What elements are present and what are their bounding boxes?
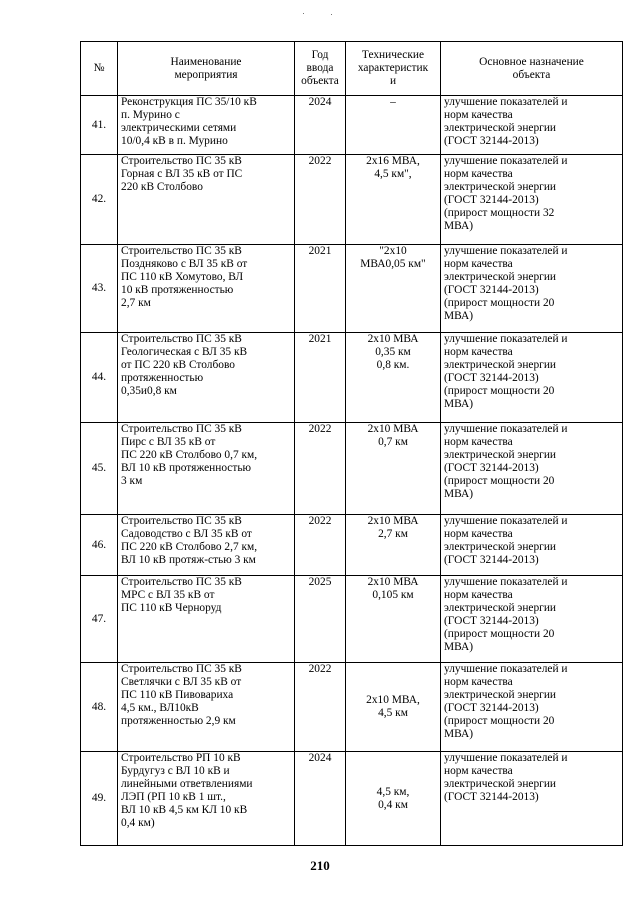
header-purpose: Основное назначение объекта <box>441 42 623 96</box>
row-number: 49. <box>81 752 118 846</box>
tech-line: – <box>390 96 396 108</box>
row-number: 43. <box>81 245 118 333</box>
purpose-line: (прирост мощности 20 <box>444 475 555 487</box>
name-line: электрическими сетями <box>121 122 237 134</box>
name-line: 4,5 км., ВЛ10кВ <box>121 702 199 714</box>
purpose-line: улучшение показателей и <box>444 423 568 435</box>
scan-speck <box>331 14 332 15</box>
purpose-line: МВА) <box>444 488 474 500</box>
purpose-line: (прирост мощности 20 <box>444 297 555 309</box>
row-number: 47. <box>81 576 118 663</box>
purpose-line: электрической энергии <box>444 541 557 553</box>
technical-characteristics <box>346 423 441 515</box>
name-line: Строительство ПС 35 кВ <box>121 245 242 257</box>
main-purpose <box>441 333 623 423</box>
main-purpose <box>441 663 623 752</box>
commission-year: 2024 <box>295 752 346 846</box>
technical-characteristics <box>346 576 441 663</box>
name-line: ПС 110 кВ Хомутово, ВЛ <box>121 271 244 283</box>
name-line: ЛЭП (РП 10 кВ 1 шт., <box>121 791 226 803</box>
name-line: Строительство ПС 35 кВ <box>121 333 242 345</box>
purpose-line: улучшение показателей и <box>444 663 568 675</box>
name-line: МРС с ВЛ 35 кВ от <box>121 589 215 601</box>
header-year: Год ввода объекта <box>295 42 346 96</box>
table-row <box>81 663 623 752</box>
commission-year: 2022 <box>295 423 346 515</box>
purpose-line: (прирост мощности 20 <box>444 385 555 397</box>
scan-speck <box>303 13 304 14</box>
row-number: 45. <box>81 423 118 515</box>
purpose-line: норм качества <box>444 436 513 448</box>
purpose-line: норм качества <box>444 258 513 270</box>
commission-year: 2024 <box>295 96 346 155</box>
table-row <box>81 333 623 423</box>
name-line: Реконструкция ПС 35/10 кВ <box>121 96 257 108</box>
technical-characteristics <box>346 96 441 155</box>
page-number: 210 <box>310 858 330 873</box>
name-line: Садоводство с ВЛ 35 кВ от <box>121 528 252 540</box>
name-line: Поздняково с ВЛ 35 кВ от <box>121 258 248 270</box>
purpose-line: электрической энергии <box>444 122 557 134</box>
measure-name <box>118 663 295 752</box>
purpose-line: (ГОСТ 32144-2013) <box>444 135 539 147</box>
name-line: ПС 220 кВ Столбово 0,7 км, <box>121 449 258 461</box>
purpose-line: электрической энергии <box>444 689 557 701</box>
technical-characteristics <box>346 333 441 423</box>
purpose-line: норм качества <box>444 589 513 601</box>
tech-line: 0,4 км <box>378 798 408 811</box>
tech-line: 4,5 км, <box>376 785 410 798</box>
measure-name <box>118 245 295 333</box>
purpose-line: МВА) <box>444 728 474 740</box>
table-row <box>81 245 623 333</box>
purpose-line: (прирост мощности 32 <box>444 207 555 219</box>
technical-characteristics <box>346 155 441 245</box>
name-line: ПС 110 кВ Черноруд <box>121 602 222 614</box>
measure-name <box>118 155 295 245</box>
purpose-line: МВА) <box>444 310 474 322</box>
purpose-line: МВА) <box>444 398 474 410</box>
name-line: протяженностью <box>121 372 204 384</box>
tech-line: 4,5 км <box>378 707 408 719</box>
name-line: ВЛ 10 кВ протяж-стью 3 км <box>121 554 256 566</box>
purpose-line: электрической энергии <box>444 271 557 283</box>
main-purpose <box>441 752 623 846</box>
main-purpose <box>441 155 623 245</box>
name-line: 3 км <box>121 475 143 487</box>
name-line: Строительство ПС 35 кВ <box>121 423 242 435</box>
tech-line: "2х10 <box>379 245 407 257</box>
tech-line: 2х10 МВА <box>367 423 419 435</box>
purpose-line: электрической энергии <box>444 359 557 371</box>
name-line: 0,35и0,8 км <box>121 385 177 397</box>
name-line: 2,7 км <box>121 297 151 309</box>
name-line: 220 кВ Столбово <box>121 181 203 193</box>
purpose-line: электрической энергии <box>444 181 557 193</box>
purpose-line: электрической энергии <box>444 449 557 461</box>
purpose-line: улучшение показателей и <box>444 245 568 257</box>
purpose-line: улучшение показателей и <box>444 752 568 764</box>
commission-year: 2022 <box>295 155 346 245</box>
main-purpose <box>441 423 623 515</box>
table-row <box>81 515 623 576</box>
purpose-line: норм качества <box>444 528 513 540</box>
purpose-line: (ГОСТ 32144-2013) <box>444 194 539 206</box>
name-line: Светлячки с ВЛ 35 кВ от <box>121 676 242 688</box>
commission-year: 2022 <box>295 515 346 576</box>
name-line: ПС 110 кВ Пивовариха <box>121 689 234 701</box>
measure-name <box>118 333 295 423</box>
purpose-line: (ГОСТ 32144-2013) <box>444 462 539 474</box>
name-line: ПС 220 кВ Столбово 2,7 км, <box>121 541 258 553</box>
name-line: п. Мурино с <box>121 109 180 121</box>
name-line: ВЛ 10 кВ 4,5 км КЛ 10 кВ <box>121 804 248 816</box>
main-purpose <box>441 515 623 576</box>
row-number: 44. <box>81 333 118 423</box>
row-number: 48. <box>81 663 118 752</box>
purpose-line: улучшение показателей и <box>444 515 568 527</box>
purpose-line: электрической энергии <box>444 602 557 614</box>
purpose-line: (ГОСТ 32144-2013) <box>444 554 539 566</box>
purpose-line: (прирост мощности 20 <box>444 628 555 640</box>
technical-characteristics <box>346 515 441 576</box>
name-line: Геологическая с ВЛ 35 кВ <box>121 346 248 358</box>
table-header-row <box>81 42 623 96</box>
name-line: Строительство ПС 35 кВ <box>121 663 242 675</box>
table-row <box>81 155 623 245</box>
main-purpose <box>441 576 623 663</box>
tech-line: 0,8 км. <box>376 359 410 371</box>
purpose-line: норм качества <box>444 765 513 777</box>
header-name: Наименование мероприятия <box>118 42 295 96</box>
main-purpose <box>441 96 623 155</box>
measure-name <box>118 576 295 663</box>
main-purpose <box>441 245 623 333</box>
row-number: 42. <box>81 155 118 245</box>
measure-name <box>118 515 295 576</box>
name-line: линейными ответвлениями <box>121 778 253 790</box>
name-line: от ПС 220 кВ Столбово <box>121 359 235 371</box>
tech-line: 2х10 МВА, <box>366 694 420 706</box>
tech-line: 4,5 км", <box>374 168 412 180</box>
purpose-line: МВА) <box>444 220 474 232</box>
name-line: Строительство ПС 35 кВ <box>121 515 242 527</box>
purpose-line: улучшение показателей и <box>444 155 568 167</box>
purpose-line: норм качества <box>444 346 513 358</box>
projects-table <box>80 41 623 846</box>
name-line: Бурдугуз с ВЛ 10 кВ и <box>121 765 230 777</box>
table-row <box>81 752 623 846</box>
tech-line: 2х10 МВА <box>367 576 419 588</box>
name-line: Строительство ПС 35 кВ <box>121 576 242 588</box>
table-row <box>81 576 623 663</box>
purpose-line: норм качества <box>444 676 513 688</box>
purpose-line: улучшение показателей и <box>444 96 568 108</box>
purpose-line: (ГОСТ 32144-2013) <box>444 615 539 627</box>
purpose-line: электрической энергии <box>444 778 557 790</box>
name-line: Строительство РП 10 кВ <box>121 752 241 764</box>
name-line: Пирс с ВЛ 35 кВ от <box>121 436 216 448</box>
table-row <box>81 423 623 515</box>
tech-line: 0,35 км <box>375 346 411 358</box>
commission-year: 2022 <box>295 663 346 752</box>
row-number: 41. <box>81 96 118 155</box>
technical-characteristics <box>346 752 441 846</box>
tech-line: 2х10 МВА <box>367 333 419 345</box>
tech-line: 2х10 МВА <box>367 515 419 527</box>
technical-characteristics <box>346 663 441 752</box>
name-line: ВЛ 10 кВ протяженностью <box>121 462 252 474</box>
purpose-line: (прирост мощности 20 <box>444 715 555 727</box>
purpose-line: (ГОСТ 32144-2013) <box>444 284 539 296</box>
purpose-line: улучшение показателей и <box>444 333 568 345</box>
measure-name <box>118 423 295 515</box>
row-number: 46. <box>81 515 118 576</box>
purpose-line: улучшение показателей и <box>444 576 568 588</box>
table-row <box>81 96 623 155</box>
commission-year: 2021 <box>295 333 346 423</box>
purpose-line: норм качества <box>444 168 513 180</box>
commission-year: 2025 <box>295 576 346 663</box>
tech-line: 2х16 МВА, <box>366 155 420 167</box>
name-line: 10/0,4 кВ в п. Мурино <box>121 135 228 147</box>
name-line: протяженностью 2,9 км <box>121 715 236 727</box>
tech-line: 0,105 км <box>372 589 414 601</box>
commission-year: 2021 <box>295 245 346 333</box>
purpose-line: (ГОСТ 32144-2013) <box>444 791 539 803</box>
purpose-line: МВА) <box>444 641 474 653</box>
header-tech: Технические характеристик и <box>346 42 441 96</box>
name-line: 10 кВ протяженностью <box>121 284 234 296</box>
tech-line: МВА0,05 км" <box>360 258 426 270</box>
purpose-line: норм качества <box>444 109 513 121</box>
name-line: Строительство ПС 35 кВ <box>121 155 242 167</box>
tech-line: 0,7 км <box>378 436 408 448</box>
purpose-line: (ГОСТ 32144-2013) <box>444 372 539 384</box>
name-line: 0,4 км) <box>121 817 155 829</box>
header-num: № <box>81 42 118 96</box>
name-line: Горная с ВЛ 35 кВ от ПС <box>121 168 243 180</box>
measure-name <box>118 752 295 846</box>
technical-characteristics <box>346 245 441 333</box>
purpose-line: (ГОСТ 32144-2013) <box>444 702 539 714</box>
measure-name <box>118 96 295 155</box>
tech-line: 2,7 км <box>378 528 408 540</box>
